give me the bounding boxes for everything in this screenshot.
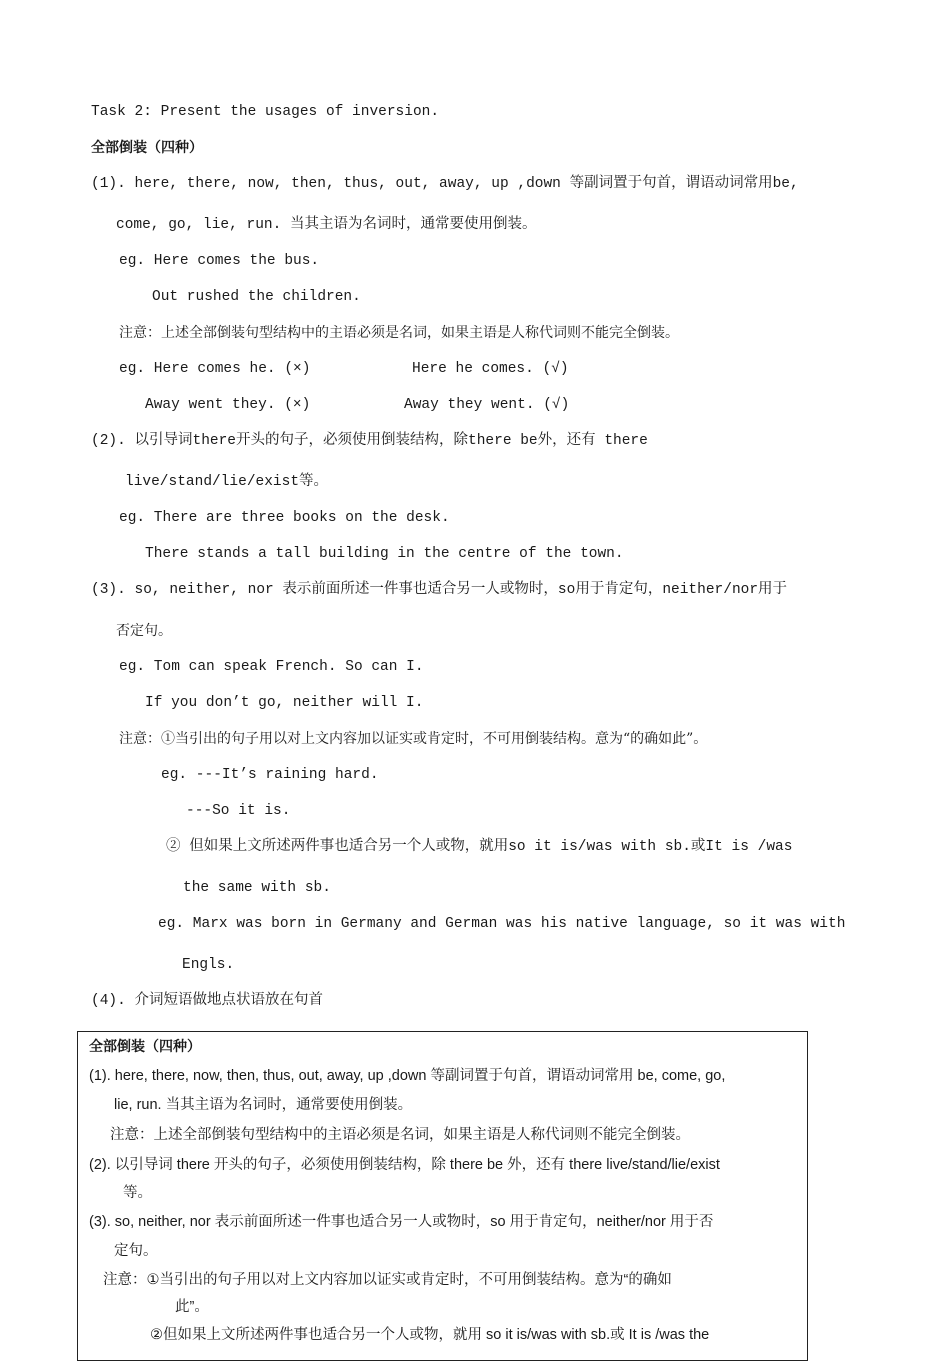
box-line1: (1). here, there, now, then, thus, out, away, up ,down 等副词置于句首，谓语动词常用 be, come, go, (89, 1068, 726, 1084)
item3-note2-line2: the same with sb. (183, 880, 331, 896)
item3-line2: 否定句。 (116, 623, 172, 639)
box-line5: 等。 (123, 1185, 152, 1201)
box-line3: 注意：上述全部倒装句型结构中的主语必须是名词，如果主语是人称代词则不能完全倒装。 (110, 1127, 690, 1143)
item3-example5-line2: Engls. (182, 957, 235, 973)
box-line2: lie, run. 当其主语为名词时，通常要使用倒装。 (114, 1097, 413, 1113)
item1-note: 注意：上述全部倒装句型结构中的主语必须是名词，如果主语是人称代词则不能完全倒装。 (119, 325, 679, 341)
task-title: Task 2: Present the usages of inversion. (91, 104, 440, 120)
item3-example1: eg. Tom can speak French. So can I. (119, 659, 424, 675)
item3-line1: (3). so, neither, nor 表示前面所述一件事也适合另一人或物时，so用于肯定句，neither/nor用于 (91, 582, 788, 598)
box-heading: 全部倒装（四种） (89, 1039, 201, 1055)
item1-line1: (1). here, there, now, then, thus, out, away, up ,down 等副词置于句首，谓语动词常用be, (91, 176, 799, 192)
summary-box (77, 1031, 808, 1361)
box-line9: 此”。 (175, 1299, 209, 1315)
item2-example2: There stands a tall building in the centre of the town. (145, 546, 624, 562)
item1-example3-wrong: eg. Here comes he. (×) (119, 361, 311, 377)
box-line8: 注意：①当引出的句子用以对上文内容加以证实或肯定时，不可用倒装结构。意为“的确如 (103, 1272, 672, 1288)
item1-example3-right: Here he comes. (√) (412, 361, 569, 377)
item2-example1: eg. There are three books on the desk. (119, 510, 450, 526)
item1-line2: come, go, lie, run. 当其主语为名词时，通常要使用倒装。 (116, 217, 537, 233)
item1-example4-wrong: Away went they. (×) (145, 397, 311, 413)
item1-example4-right: Away they went. (√) (404, 397, 570, 413)
item3-example2: If you don’t go, neither will I. (145, 695, 424, 711)
item2-line2: live/stand/lie/exist等。 (125, 474, 329, 490)
box-line10: ②但如果上文所述两件事也适合另一个人或物，就用 so it is/was with sb.或 It is /was the (150, 1327, 710, 1343)
item4-line1: (4). 介词短语做地点状语放在句首 (91, 993, 324, 1009)
item2-line1: (2). 以引导词there开头的句子，必须使用倒装结构，除there be外，还有 there (91, 433, 648, 449)
item1-example2: Out rushed the children. (152, 289, 361, 305)
section-heading: 全部倒装（四种） (91, 140, 203, 156)
item3-example3: eg. ---It’s raining hard. (161, 767, 379, 783)
box-line7: 定句。 (114, 1243, 158, 1259)
item1-example1: eg. Here comes the bus. (119, 253, 320, 269)
item3-example4: ---So it is. (186, 803, 291, 819)
item3-note2-line1: ② 但如果上文所述两件事也适合另一个人或物，就用so it is/was with sb.或It is /was (166, 839, 793, 855)
item3-example5-line1: eg. Marx was born in Germany and German was his native language, so it was with (158, 916, 846, 932)
item3-note1: 注意：①当引出的句子用以对上文内容加以证实或肯定时，不可用倒装结构。意为“的确如此”。 (119, 731, 708, 747)
box-line6: (3). so, neither, nor 表示前面所述一件事也适合另一人或物时，so 用于肯定句，neither/nor 用于否 (89, 1214, 714, 1230)
box-line4: (2). 以引导词 there 开头的句子，必须使用倒装结构，除 there be 外，还有 there live/stand/lie/exist (89, 1157, 720, 1173)
